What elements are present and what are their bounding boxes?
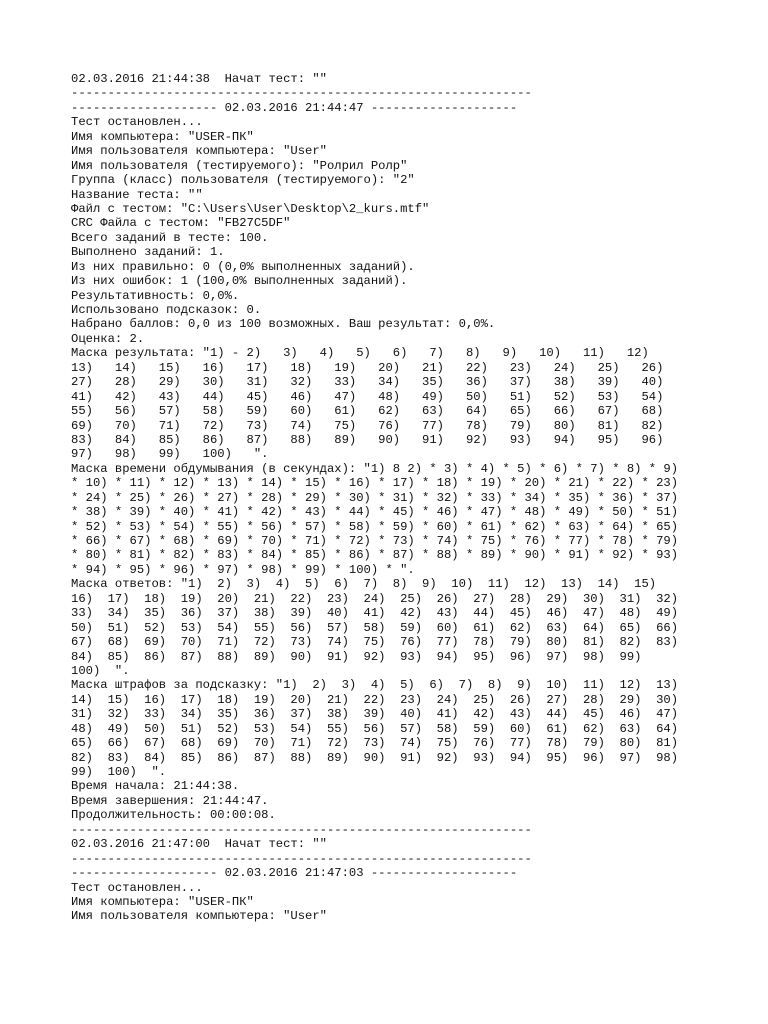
- log-line: Маска результата: "1) - 2) 3) 4) 5) 6) 7) 8) 9) 10) 11) 12): [71, 346, 649, 361]
- log-line: [71, 924, 761, 938]
- log-line: Продолжительность: 00:00:08.: [71, 808, 276, 823]
- log-line: 55) 56) 57) 58) 59) 60) 61) 62) 63) 64) 65) 66) 67) 68): [71, 404, 664, 419]
- log-line: 69) 70) 71) 72) 73) 74) 75) 76) 77) 78) 79) 80) 81) 82): [71, 418, 664, 433]
- log-line: 02.03.2016 21:47:00 Начат тест: "": [71, 837, 327, 852]
- log-line: ---------------------------------------------------------------: [71, 851, 532, 866]
- log-line: 16) 17) 18) 19) 20) 21) 22) 23) 24) 25) 26) 27) 28) 29) 30) 31) 32): [71, 591, 679, 606]
- log-line: Выполнено заданий: 1.: [71, 245, 225, 260]
- log-line: 100) ".: [71, 663, 130, 678]
- log-line: Из них ошибок: 1 (100,0% выполненных заданий).: [71, 274, 408, 289]
- log-line: 83) 84) 85) 86) 87) 88) 89) 90) 91) 92) 93) 94) 95) 96): [71, 432, 664, 447]
- log-line: Тест остановлен...: [71, 880, 203, 895]
- log-line: Имя компьютера: "USER-ПК": [71, 129, 254, 144]
- log-line: Всего заданий в тесте: 100.: [71, 230, 269, 245]
- log-line: -------------------- 02.03.2016 21:47:03 --------------------: [71, 866, 518, 881]
- log-line: Маска ответов: "1) 2) 3) 4) 5) 6) 7) 8) 9) 10) 11) 12) 13) 14) 15): [71, 577, 657, 592]
- log-line: ---------------------------------------------------------------: [71, 822, 532, 837]
- log-line: Время начала: 21:44:38.: [71, 779, 240, 794]
- log-line: Время завершения: 21:44:47.: [71, 793, 269, 808]
- log-line: 41) 42) 43) 44) 45) 46) 47) 48) 49) 50) 51) 52) 53) 54): [71, 389, 664, 404]
- log-line: 31) 32) 33) 34) 35) 36) 37) 38) 39) 40) 41) 42) 43) 44) 45) 46) 47): [71, 707, 679, 722]
- log-line: 14) 15) 16) 17) 18) 19) 20) 21) 22) 23) 24) 25) 26) 27) 28) 29) 30): [71, 692, 679, 707]
- log-line: * 38) * 39) * 40) * 41) * 42) * 43) * 44) * 45) * 46) * 47) * 48) * 49) * 50) * 51): [71, 505, 679, 520]
- log-line: 33) 34) 35) 36) 37) 38) 39) 40) 41) 42) 43) 44) 45) 46) 47) 48) 49): [71, 606, 679, 621]
- log-line: Имя пользователя компьютера: "User": [71, 909, 327, 924]
- log-line: 84) 85) 86) 87) 88) 89) 90) 91) 92) 93) 94) 95) 96) 97) 98) 99): [71, 649, 642, 664]
- log-document: [71, 72, 761, 938]
- log-line: 99) 100) ".: [71, 765, 167, 779]
- log-line: Маска времени обдумывания (в секундах): "1) 8 2) * 3) * 4) * 5) * 6) * 7) * 8) * 9): [71, 461, 679, 476]
- log-line: 97) 98) 99) 100) ".: [71, 447, 269, 462]
- log-line: * 94) * 95) * 96) * 97) * 98) * 99) * 100) * ".: [71, 562, 415, 577]
- log-line: * 10) * 11) * 12) * 13) * 14) * 15) * 16) * 17) * 18) * 19) * 20) * 21) * 22) * 23): [71, 476, 679, 491]
- log-line: * 66) * 67) * 68) * 69) * 70) * 71) * 72) * 73) * 74) * 75) * 76) * 77) * 78) * 79): [71, 534, 679, 548]
- log-line: ---------------------------------------------------------------: [71, 86, 532, 101]
- log-line: Результативность: 0,0%.: [71, 288, 240, 303]
- log-line: -------------------- 02.03.2016 21:44:47 --------------------: [71, 100, 518, 115]
- log-line: 50) 51) 52) 53) 54) 55) 56) 57) 58) 59) 60) 61) 62) 63) 64) 65) 66): [71, 620, 679, 635]
- log-line: 82) 83) 84) 85) 86) 87) 88) 89) 90) 91) 92) 93) 94) 95) 96) 97) 98): [71, 750, 679, 765]
- log-line: * 80) * 81) * 82) * 83) * 84) * 85) * 86) * 87) * 88) * 89) * 90) * 91) * 92) * 93): [71, 548, 679, 563]
- log-line: * 52) * 53) * 54) * 55) * 56) * 57) * 58) * 59) * 60) * 61) * 62) * 63) * 64) * 65): [71, 519, 679, 534]
- log-line: Имя пользователя компьютера: "User": [71, 144, 327, 159]
- log-line: Набрано баллов: 0,0 из 100 возможных. Ваш результат: 0,0%.: [71, 317, 496, 332]
- log-line: Оценка: 2.: [71, 331, 145, 346]
- log-line: Группа (класс) пользователя (тестируемого): "2": [71, 173, 415, 188]
- log-line: Файл с тестом: "C:\Users\User\Desktop\2_kurs.mtf": [71, 201, 430, 216]
- log-line: Использовано подсказок: 0.: [71, 303, 262, 317]
- log-line: * 24) * 25) * 26) * 27) * 28) * 29) * 30) * 31) * 32) * 33) * 34) * 35) * 36) * 37): [71, 490, 679, 505]
- log-line: Название теста: "": [71, 187, 203, 202]
- log-line: Из них правильно: 0 (0,0% выполненных заданий).: [71, 259, 415, 274]
- log-line: 02.03.2016 21:44:38 Начат тест: "": [71, 72, 327, 86]
- log-line: Маска штрафов за подсказку: "1) 2) 3) 4) 5) 6) 7) 8) 9) 10) 11) 12) 13): [71, 678, 679, 693]
- log-line: 13) 14) 15) 16) 17) 18) 19) 20) 21) 22) 23) 24) 25) 26): [71, 360, 664, 375]
- log-line: 27) 28) 29) 30) 31) 32) 33) 34) 35) 36) 37) 38) 39) 40): [71, 375, 664, 390]
- log-line: CRC Файла с тестом: "FB27C5DF": [71, 216, 291, 231]
- log-line: 48) 49) 50) 51) 52) 53) 54) 55) 56) 57) 58) 59) 60) 61) 62) 63) 64): [71, 721, 679, 736]
- log-line: 65) 66) 67) 68) 69) 70) 71) 72) 73) 74) 75) 76) 77) 78) 79) 80) 81): [71, 736, 679, 751]
- log-line: 67) 68) 69) 70) 71) 72) 73) 74) 75) 76) 77) 78) 79) 80) 81) 82) 83): [71, 635, 679, 650]
- log-line: Тест остановлен...: [71, 115, 203, 130]
- log-line: Имя пользователя (тестируемого): "Ролрил Ролр": [71, 158, 408, 173]
- log-line: Имя компьютера: "USER-ПК": [71, 894, 254, 909]
